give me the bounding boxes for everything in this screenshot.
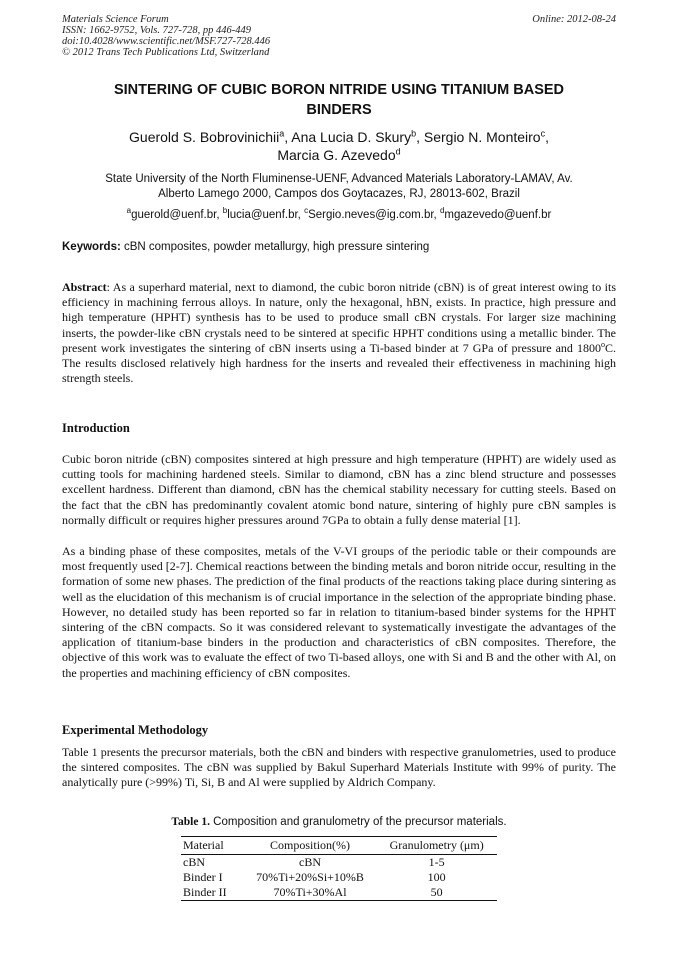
methodology-heading: Experimental Methodology: [62, 723, 209, 737]
doi-line: doi:10.4028/www.scientific.net/MSF.727-728.446: [62, 36, 271, 47]
issn-line: ISSN: 1662-9752, Vols. 727-728, pp 446-449: [62, 25, 251, 36]
affiliation-line-2: Alberto Lamego 2000, Campos dos Goytacazes, RJ, 28013-602, Brazil: [158, 188, 520, 200]
author-affil-mark: b: [411, 128, 417, 139]
online-date: Online: 2012-08-24: [532, 14, 616, 25]
table-cell: Binder II: [181, 885, 244, 901]
author-affil-mark: c: [540, 128, 546, 139]
author-name: Sergio N. Monteiro: [423, 129, 541, 145]
introduction-heading: Introduction: [62, 421, 130, 435]
journal-name: Materials Science Forum: [62, 14, 169, 25]
paper-title: [62, 80, 616, 120]
abstract-text: : As a superhard material, next to diamond, the cubic boron nitride (cBN) is of great interest owing to its efficiency in machining ferrous alloys. In nature, only the hexagonal, hBN, exists. In practice, high pressure and high temperature (HPHT) synthesis has to be used to produce small cBN crystals. For larger size machining inserts, the powder-like cBN crystals need to be sintered at specific HPHT conditions using a metallic binder. The present work investigates the sintering of cBN inserts using a Ti-based binder at 7 GPa of pressure and 1800: [62, 280, 616, 355]
table-row: [181, 855, 497, 871]
affiliation-line-1: State University of the North Fluminense-UENF, Advanced Materials Laboratory-LAMAV, Av.: [105, 173, 573, 185]
table-cell: cBN: [183, 855, 205, 869]
table-caption: [62, 816, 616, 828]
table-cell: 100: [427, 870, 446, 884]
copyright-line: © 2012 Trans Tech Publications Ltd, Switzerland: [62, 47, 270, 58]
abstract-text-end: C. The results disclosed relatively high hardness for the inserts and revealed their effectiveness in machining high strength steels.: [62, 340, 616, 386]
author-separator: ,: [416, 129, 424, 145]
email-mark: b: [222, 206, 228, 216]
intro-paragraph-2: As a binding phase of these composites, metals of the V-VI groups of the periodic table or their compounds are most frequently used [2-7]. Chemical reactions between the binding metals and boron nitride occur, resulting in the formation of some new phases. The prediction of the final products of the reactions taking place during sintering as well as the elucidation of this mechanism is of crucial importance in the selection of the appropriate binding phase. However, no detailed study has been reported so far in relation to titanium-based binder systems for the HPHT sintering of the cBN compacts. So it was considered relevant to systematically investigate the advantages of the application of titanium-base binders in the production and characteristics of cBN composites. Therefore, the objective of this work was to evaluate the effect of two Ti-based alloys, one with Si and B and the other with Al, on the properties and machining efficiency of cBN composites.: [62, 544, 617, 680]
author-affil-mark: a: [279, 128, 285, 139]
table-cell: Binder I: [183, 870, 223, 884]
precursor-table: [181, 836, 497, 901]
email-mark: a: [126, 206, 132, 216]
affiliation: [62, 172, 616, 202]
table-row: [181, 870, 497, 885]
table-caption-label: Table 1.: [171, 816, 210, 828]
table-header-cell: Composition(%): [244, 837, 377, 855]
email-link[interactable]: mgazevedo@uenf.br: [444, 209, 552, 221]
abstract: [62, 280, 616, 386]
email-mark: c: [304, 206, 309, 216]
table-header-cell: Material: [181, 837, 244, 855]
author-separator: ,: [284, 129, 292, 145]
journal-header: [62, 14, 270, 58]
email-list: [62, 208, 616, 223]
table-cell: 1-5: [428, 855, 445, 869]
keywords: [62, 240, 616, 255]
methodology-paragraph: Table 1 presents the precursor materials, both the cBN and binders with respective granulometries, used to produce the sintered composites. The cBN was supplied by Bakul Superhard Materials Institute with 99% of purity. The analytically pure (>99%) Ti, Si, B and Al were supplied by Aldrich Company.: [62, 745, 616, 790]
author-list: [62, 128, 616, 164]
table-caption-text: Composition and granulometry of the precursor materials.: [209, 816, 507, 828]
table-cell: cBN: [299, 855, 322, 869]
abstract-label: Abstract: [62, 280, 107, 294]
author-name: Marcia G. Azevedo: [277, 147, 396, 163]
table-header-cell: Granulometry (μm): [376, 837, 497, 855]
degree-mark: o: [600, 339, 605, 349]
table-header-row: [181, 837, 497, 855]
author-name: Ana Lucia D. Skury: [291, 129, 412, 145]
intro-paragraph-1: Cubic boron nitride (cBN) composites sintered at high pressure and high temperature (HPHT) are widely used as cutting tools for machining hardened steels. Similar to diamond, cBN has a zinc blend structure and possesses excellent hardness. Different than diamond, cBN has the chemical stability necessary for cutting steels. Based on the fact that the cBN has predominantly covalent atomic bond nature, sintering of highly pure cBN samples is normally difficult or requires higher pressures around 7GPa to obtain a fully dense material [1].: [62, 452, 616, 527]
keywords-label: Keywords:: [62, 241, 121, 253]
table-row: [181, 885, 497, 901]
table-cell: 70%Ti+20%Si+10%B: [256, 870, 364, 884]
author-affil-mark: d: [395, 146, 401, 157]
email-link[interactable]: guerold@uenf.br,: [131, 209, 223, 221]
title-line-1: SINTERING OF CUBIC BORON NITRIDE USING TITANIUM BASED: [113, 82, 565, 98]
author-name: Guerold S. Bobrovinichii: [129, 129, 280, 145]
email-link[interactable]: lucia@uenf.br,: [227, 209, 305, 221]
table-cell: 50: [376, 885, 497, 901]
email-link[interactable]: Sergio.neves@ig.com.br,: [308, 209, 440, 221]
table-cell: 70%Ti+30%Al: [244, 885, 377, 901]
title-line-2: BINDERS: [306, 102, 372, 118]
author-separator: ,: [545, 129, 549, 145]
email-mark: d: [439, 206, 445, 216]
keywords-text: cBN composites, powder metallurgy, high pressure sintering: [120, 241, 430, 253]
